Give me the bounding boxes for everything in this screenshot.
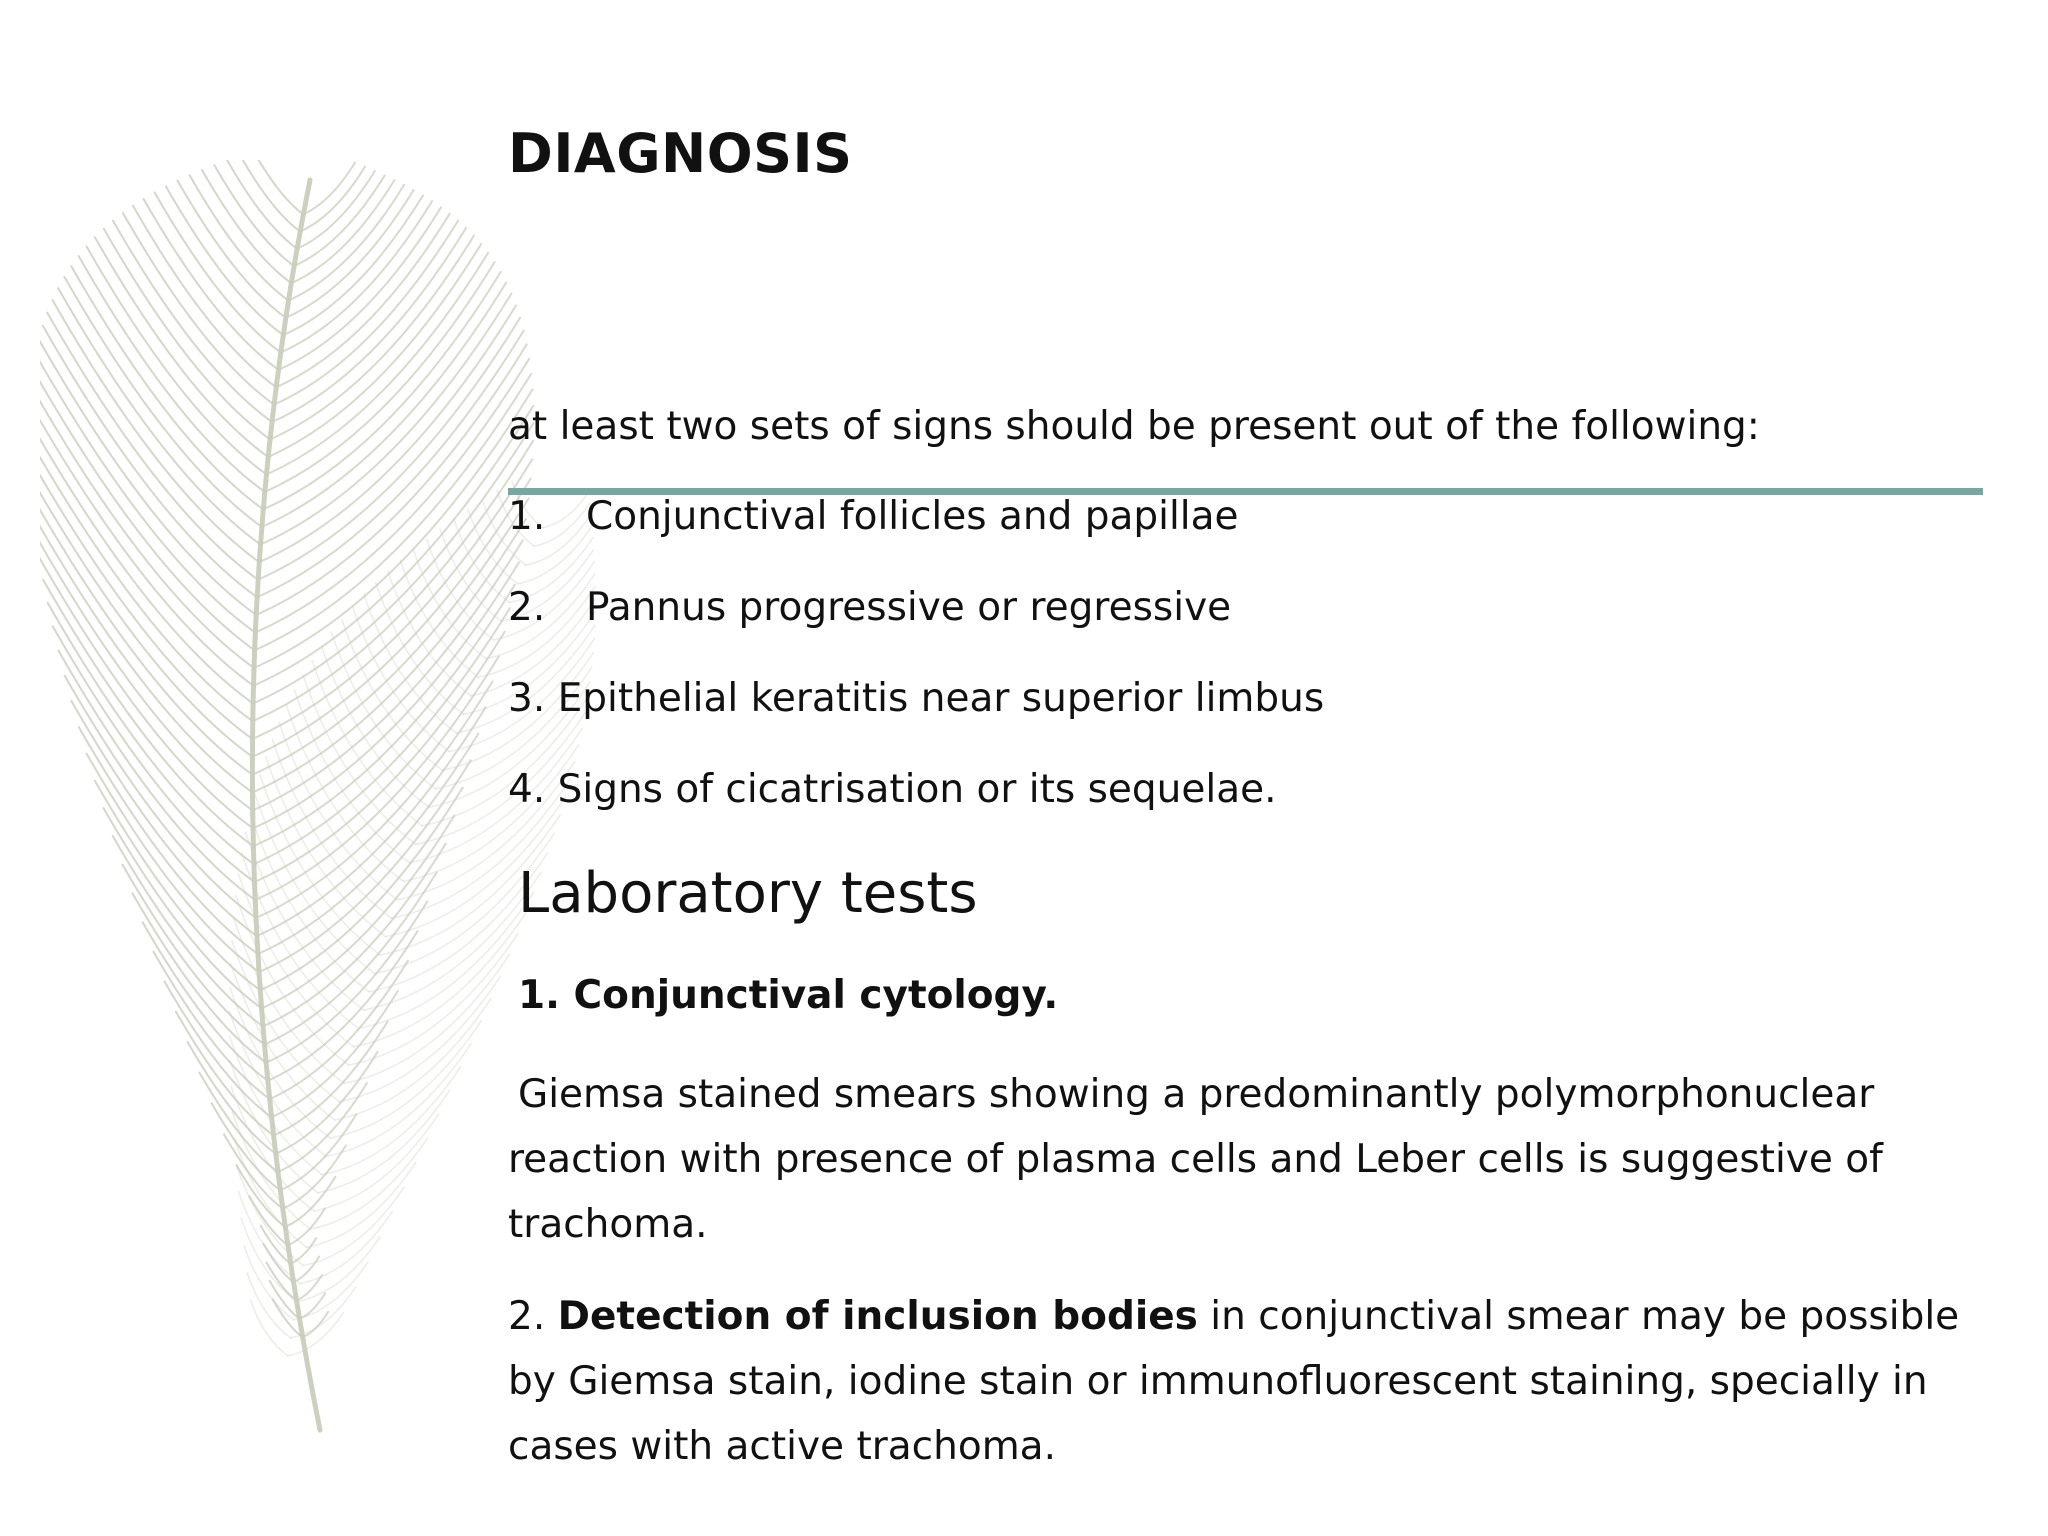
list-item: 4. Signs of cicatrisation or its sequelae. <box>508 767 1277 812</box>
test-1-title: 1. Conjunctival cytology. <box>518 973 1059 1018</box>
section-heading: Laboratory tests <box>518 861 978 926</box>
test-2-emphasis: Detection of inclusion bodies <box>557 1294 1198 1339</box>
list-item-number: 1. <box>508 494 546 539</box>
list-item <box>508 585 1231 632</box>
test-2-rest: in conjunctival smear may be possible by Giemsa stain, iodine stain or immunofluorescent staining, specially in cases with active trachoma. <box>508 1294 1960 1469</box>
test-1-body: Giemsa stained smears showing a predominantly polymorphonuclear reaction with presence of plasma cells and Leber cells is suggestive of trachoma. <box>508 1072 1883 1247</box>
page-title: DIAGNOSIS <box>508 122 853 185</box>
list-item: 3. Epithelial keratitis near superior limbus <box>508 676 1325 721</box>
test-2-prefix: 2. <box>508 1294 558 1339</box>
list-item-text: Pannus progressive or regressive <box>586 585 1232 630</box>
list-item-number: 2. <box>508 585 546 630</box>
intro-text: at least two sets of signs should be present out of the following: <box>508 404 1760 449</box>
list-item-text: Conjunctival follicles and papillae <box>586 494 1239 539</box>
list-item <box>508 494 1239 541</box>
test-2-body <box>508 1284 2008 1479</box>
